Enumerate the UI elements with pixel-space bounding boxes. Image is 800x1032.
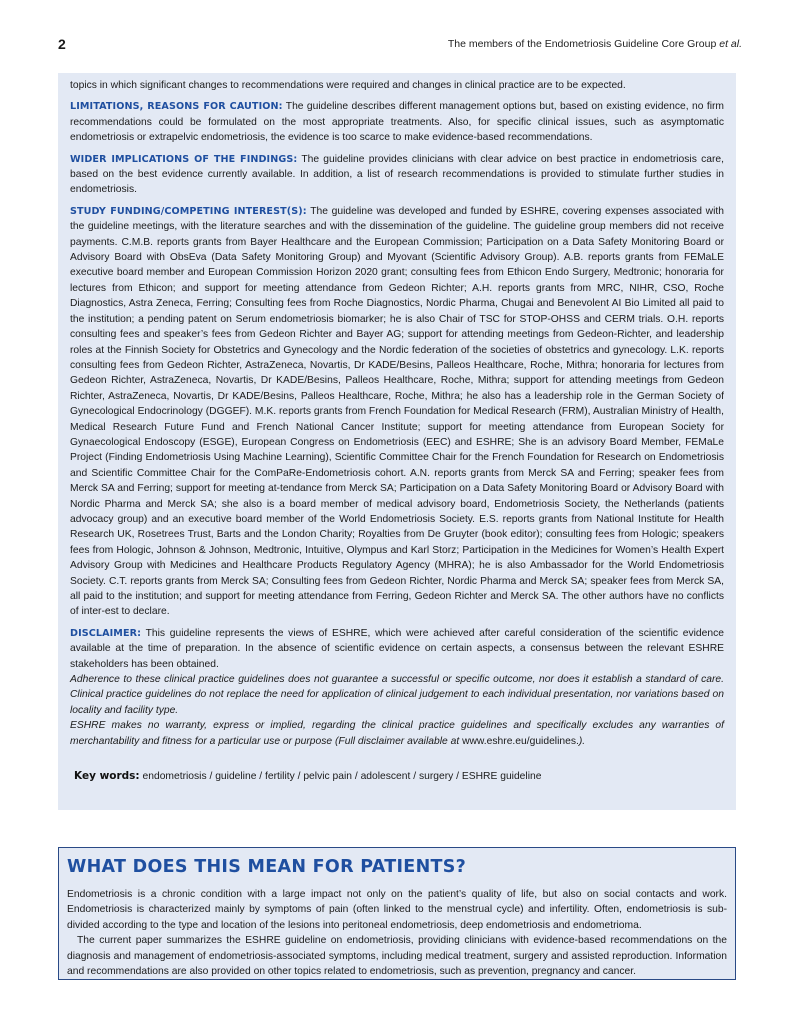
wider-implications-text: The guideline provides clinicians with clear advice on best practice in endometriosis care, based on the best evidence currently available. In addition, a list of research recommendations is provided to stimulate further studies in endometriosis. (70, 153, 724, 196)
running-head-etal: et al. (719, 38, 742, 50)
keywords-label: Key words: (74, 770, 140, 783)
running-head-authors: The members of the Endometriosis Guideline Core Group (447, 38, 717, 50)
wider-implications-section (70, 152, 724, 198)
warranty-link[interactable]: www.eshre.eu/guidelines. (462, 735, 579, 747)
keywords (70, 769, 724, 784)
warranty-note (70, 718, 724, 749)
abstract-box (58, 73, 736, 810)
abstract-intro: topics in which significant changes to recommendations were required and changes in clinical practice are to be expected. (70, 80, 626, 91)
disclaimer-text: This guideline represents the views of ESHRE, which were achieved after careful consideration of the scientific evidence available at the time of preparation. In the absence of scientific evidence on certain aspects, a consensus between the relevant ESHRE stakeholders has been obtained. (70, 627, 724, 670)
limitations-section (70, 99, 724, 145)
limitations-label: LIMITATIONS, REASONS FOR CAUTION: (70, 101, 283, 113)
warranty-text: ESHRE makes no warranty, express or implied, regarding the clinical practice guidelines and specifically excludes any warranties of merchantability and fitness for a particular use or purpose (Full disclaimer available at (70, 720, 724, 747)
wider-implications-label: WIDER IMPLICATIONS OF THE FINDINGS: (70, 153, 298, 165)
page-header (58, 36, 742, 56)
adherence-note: Adherence to these clinical practice guidelines does not guarantee a successful or specific outcome, nor does it establish a standard of care. Clinical practice guidelines do not replace the need for application of clinical judgement to each individual presentation, nor variations based on locality and facility type. (70, 674, 724, 716)
patients-title: WHAT DOES THIS MEAN FOR PATIENTS? (67, 857, 467, 877)
funding-text: The guideline was developed and funded by ESHRE, covering expenses associated with the guideline meetings, with the literature searches and with the dissemination of the guideline. The guideline group members did not receive payments. C.M.B. reports grants from Bayer Healthcare and the European Commission; Participation on a Data Safety Monitoring Board or Advisory Board with ObsEva (Data Safety Monitoring Group) and Myovant (Scientific Advisory Group). A.B. reports grants from FEMaLE executive board member and European Commission Horizon 2020 grant; consulting fees from Ethicon Endo Surgery, Medtronic; honoraria for lectures from Ethicon; and support for meeting attendance from Gedeon Richter; A.H. reports grants from MRC, NIHR, CSO, Roche Diagnostics, Astra Zeneca, Ferring; Consulting fees from Roche Diagnostics, Nordic Pharma, Chugai and Benevolent AI Bio Limited all paid to the institution; a pending patent on Serum endometriosis biomarker; he is also Chair of TSC for STOP-OHSS and CERM trials. O.H. reports consulting fees and speaker’s fees from Gedeon Richter and Bayer AG; support for attending meetings from Gedeon-Richter, and leadership roles at the Finnish Society for Obstetrics and Gynecology and the Nordic federation of the societies of obstetrics and gynecology. L.K. reports consulting fees from Gedeon Richter, AstraZeneca, Novartis, Dr KADE/Besins, Palleos Healthcare, Roche, Mithra; honoraria for lectures from Gedeon Richter, AstraZeneca, Novartis, Dr KADE/Besins, Palleos Healthcare, Roche, Mithra; support for attending meetings from Gedeon Richter, AstraZeneca, Novartis, Dr KADE/Besins, Palleos Healthcare, Roche, Mithra; he also has a leadership role in the German Society of Gynecological Endocrinology (DGGEF). M.K. reports grants from French Foundation for Medical Research (FRM), Australian Ministry of Health, Medical Research Future Fund and French National Cancer Institute; support for meeting attendance from European Society for Gynaecological Endoscopy (ESGE), European Congress on Endometriosis (EEC) and ESHRE; She is an advisory Board Member, FEMaLe Project (Finding Endometriosis Using Machine Learning), Scientific Committee Chair for the French Foundation for Research on Endometriosis and Scientific Committee Chair for the ComPaRe-Endometriosis cohort. A.N. reports grants from Merck SA and Ferring; speaker fees from Merck SA and Ferring; support for meeting at-tendance from Merck SA; Participation on a Data Safety Monitoring Board or Advisory Board with Nordic Pharma and Merck SA; she also is a board member of medical advisory board, Endometriosis Society, the Netherlands (patients advocacy group) and an executive board member of the World Endometriosis Society. E.S. reports grants from National Institute for Health Research UK, Rosetrees Trust, Barts and the London Charity; Royalties from De Gruyter (book editor); consulting fees from Hologic; speakers fees from Hologic, Johnson & Johnson, Medtronic, Intuitive, Olympus and Karl Storz; Participation in the Medicines for Women’s Health Expert Advisory Group with Medicines and Healthcare Products Regulatory Agency (MHRA); he is also Ambassador for the World Endometriosis Society. C.T. reports grants from Merck SA; Consulting fees from Gedeon Richter, Nordic Pharma and Merck SA; speaker fees from Merck SA, all paid to the institution; and support for meeting attendance from Ferring, Gedeon Richter and Merck SA. The other authors have no conflicts of inter-est to declare. (70, 205, 724, 618)
warranty-end: ). (578, 735, 586, 747)
running-head (448, 38, 742, 50)
disclaimer-section (70, 626, 724, 672)
patients-box (58, 847, 736, 980)
patients-paragraph-1: Endometriosis is a chronic condition with a large impact not only on the patient’s quality of life, but also on social contacts and work. Endometriosis is characterized mainly by symptoms of pain (often linked to the menstrual cycle) and infertility. Often, endometriosis is sub-divided according to the type and location of the lesions into peritoneal endometriosis, deep endometriosis and endometrioma. (67, 889, 727, 931)
funding-section (70, 204, 724, 620)
funding-label: STUDY FUNDING/COMPETING INTEREST(S): (70, 205, 307, 217)
page-number: 2 (58, 36, 66, 52)
limitations-text: The guideline describes different management options but, based on existing evidence, no firm recommendations could be formulated on the most appropriate treatments. Also, for specific clinical issues, such as asymptomatic endometriosis or extrapelvic endometriosis, the evidence is too scarce to make evidence-based recommendations. (70, 101, 724, 144)
disclaimer-label: DISCLAIMER: (70, 627, 142, 639)
patients-paragraph-2: The current paper summarizes the ESHRE guideline on endometriosis, providing clinicians with evidence-based recommendations on the diagnosis and management of endometriosis-associated symptoms, including medical treatment, surgery and assisted reproduction. Information and recommendations are also provided on other topics related to endometriosis, such as prevention, pregnancy and cancer. (67, 935, 727, 978)
keywords-text: endometriosis / guideline / fertility / pelvic pain / adolescent / surgery / ESHRE guideline (142, 771, 542, 783)
